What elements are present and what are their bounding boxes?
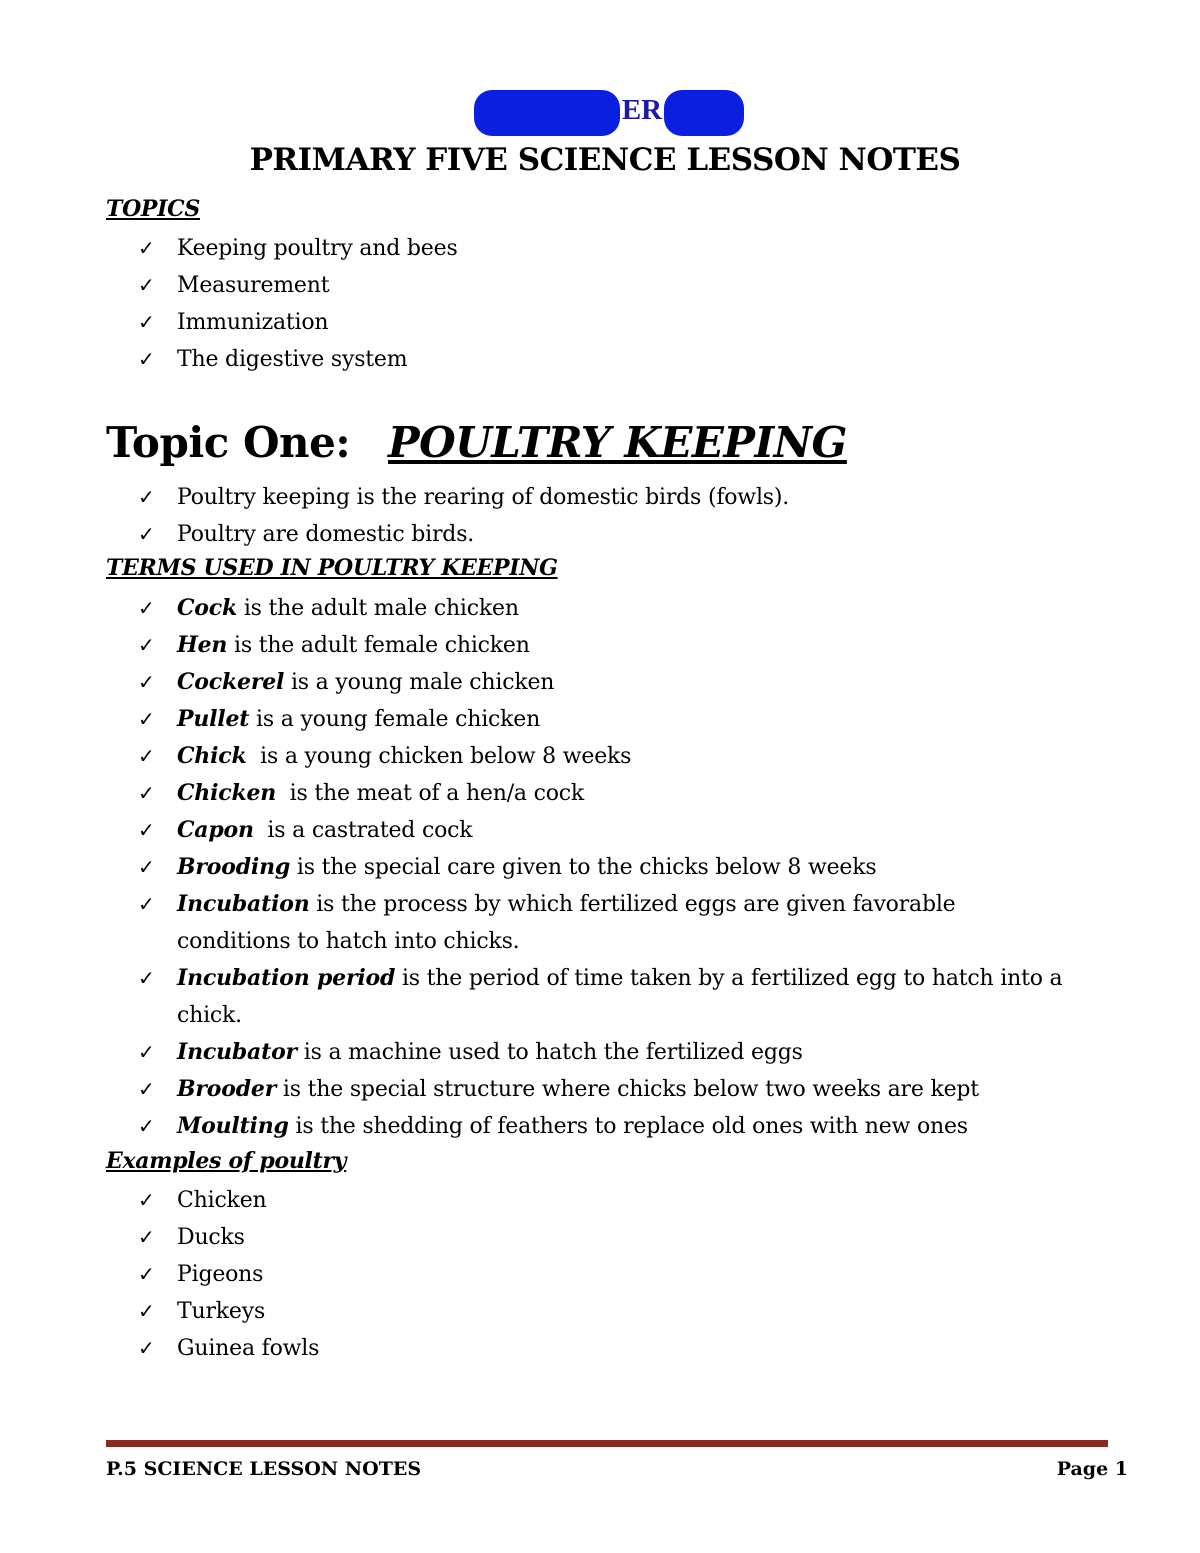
term-definition: is the meat of a hen/a cock <box>276 781 585 806</box>
checkmark-icon: ✓ <box>138 596 155 620</box>
term: Brooder <box>177 1076 277 1102</box>
checkmark-icon: ✓ <box>138 1077 155 1101</box>
checkmark-icon: ✓ <box>138 236 155 260</box>
footer-title: P.5 SCIENCE LESSON NOTES <box>106 1458 422 1480</box>
checkmark-icon: ✓ <box>138 633 155 657</box>
list-item: ✓ Pigeons <box>138 1256 1128 1293</box>
term-definition: is the adult female chicken <box>227 633 530 658</box>
list-item: ✓ Keeping poultry and bees <box>138 230 1128 267</box>
examples-list <box>138 1182 1128 1367</box>
term: Incubation <box>177 891 310 917</box>
checkmark-icon: ✓ <box>138 1188 155 1212</box>
checkmark-icon: ✓ <box>138 1114 155 1138</box>
checkmark-icon: ✓ <box>138 855 155 879</box>
term: Incubation period <box>177 965 396 991</box>
term-definition: is the adult male chicken <box>237 596 519 621</box>
topic-intro-list <box>138 479 1128 553</box>
list-item: ✓ Immunization <box>138 304 1128 341</box>
term-definition: is a castrated cock <box>253 818 473 843</box>
term-definition: is the special care given to the chicks below 8 weeks <box>290 855 877 880</box>
terms-heading: TERMS USED IN POULTRY KEEPING <box>106 555 558 581</box>
list-item <box>138 775 1128 812</box>
term-definition: is the special structure where chicks below two weeks are kept <box>276 1077 979 1102</box>
list-item <box>138 1034 1128 1071</box>
list-item <box>138 664 1128 701</box>
checkmark-icon: ✓ <box>138 273 155 297</box>
checkmark-icon: ✓ <box>138 1262 155 1286</box>
list-item <box>138 590 1128 627</box>
term: Incubator <box>177 1039 297 1065</box>
topic-one-heading <box>106 418 847 467</box>
checkmark-icon: ✓ <box>138 966 155 990</box>
term: Moulting <box>177 1113 289 1139</box>
header-banner <box>474 90 744 136</box>
term: Cockerel <box>177 669 285 695</box>
topic-label: Topic One: <box>106 418 351 467</box>
term-definition: is the shedding of feathers to replace old ones with new ones <box>288 1114 968 1139</box>
checkmark-icon: ✓ <box>138 818 155 842</box>
checkmark-icon: ✓ <box>138 892 155 916</box>
term: Cock <box>177 595 238 621</box>
list-item <box>138 886 1128 960</box>
list-item <box>138 812 1128 849</box>
term-definition: is the process by which fertilized eggs are given favorable conditions to hatch into chicks. <box>177 892 956 954</box>
term-definition: is the period of time taken by a fertilized egg to hatch into a chick. <box>177 966 1063 1028</box>
list-item <box>138 1071 1128 1108</box>
checkmark-icon: ✓ <box>138 347 155 371</box>
list-item: ✓ Turkeys <box>138 1293 1128 1330</box>
list-item <box>138 1108 1128 1145</box>
term-definition: is a young male chicken <box>284 670 555 695</box>
term: Brooding <box>177 854 291 880</box>
term-definition: is a machine used to hatch the fertilized eggs <box>296 1040 803 1065</box>
examples-heading: Examples of poultry <box>106 1148 347 1174</box>
checkmark-icon: ✓ <box>138 1040 155 1064</box>
checkmark-icon: ✓ <box>138 744 155 768</box>
list-item <box>138 960 1128 1034</box>
term: Capon <box>177 817 254 843</box>
list-item <box>138 849 1128 886</box>
term: Pullet <box>177 706 250 732</box>
term: Chick <box>177 743 247 769</box>
checkmark-icon: ✓ <box>138 781 155 805</box>
list-item: ✓ Ducks <box>138 1219 1128 1256</box>
term-definition: is a young female chicken <box>249 707 541 732</box>
topics-heading: TOPICS <box>106 196 200 222</box>
list-item: ✓ Chicken <box>138 1182 1128 1219</box>
term: Chicken <box>177 780 277 806</box>
checkmark-icon: ✓ <box>138 1299 155 1323</box>
checkmark-icon: ✓ <box>138 1336 155 1360</box>
term-definition: is a young chicken below 8 weeks <box>246 744 632 769</box>
list-item: ✓ Guinea fowls <box>138 1330 1128 1367</box>
banner-pill-right <box>664 90 744 136</box>
topics-list <box>138 230 1128 378</box>
checkmark-icon: ✓ <box>138 707 155 731</box>
banner-pill-left <box>474 90 620 136</box>
page-number: Page 1 <box>1056 1458 1128 1480</box>
list-item <box>138 701 1128 738</box>
list-item <box>138 627 1128 664</box>
checkmark-icon: ✓ <box>138 485 155 509</box>
list-item <box>138 738 1128 775</box>
list-item: ✓ Poultry are domestic birds. <box>138 516 1128 553</box>
banner-text: ER <box>621 94 663 126</box>
list-item: ✓ Poultry keeping is the rearing of domestic birds (fowls). <box>138 479 1128 516</box>
topic-name: POULTRY KEEPING <box>388 418 847 467</box>
checkmark-icon: ✓ <box>138 670 155 694</box>
list-item: ✓ Measurement <box>138 267 1128 304</box>
checkmark-icon: ✓ <box>138 522 155 546</box>
checkmark-icon: ✓ <box>138 310 155 334</box>
term: Hen <box>177 632 228 658</box>
footer-rule <box>106 1440 1108 1447</box>
checkmark-icon: ✓ <box>138 1225 155 1249</box>
terms-list <box>138 590 1128 1145</box>
page-title: PRIMARY FIVE SCIENCE LESSON NOTES <box>249 142 961 178</box>
list-item: ✓ The digestive system <box>138 341 1128 378</box>
